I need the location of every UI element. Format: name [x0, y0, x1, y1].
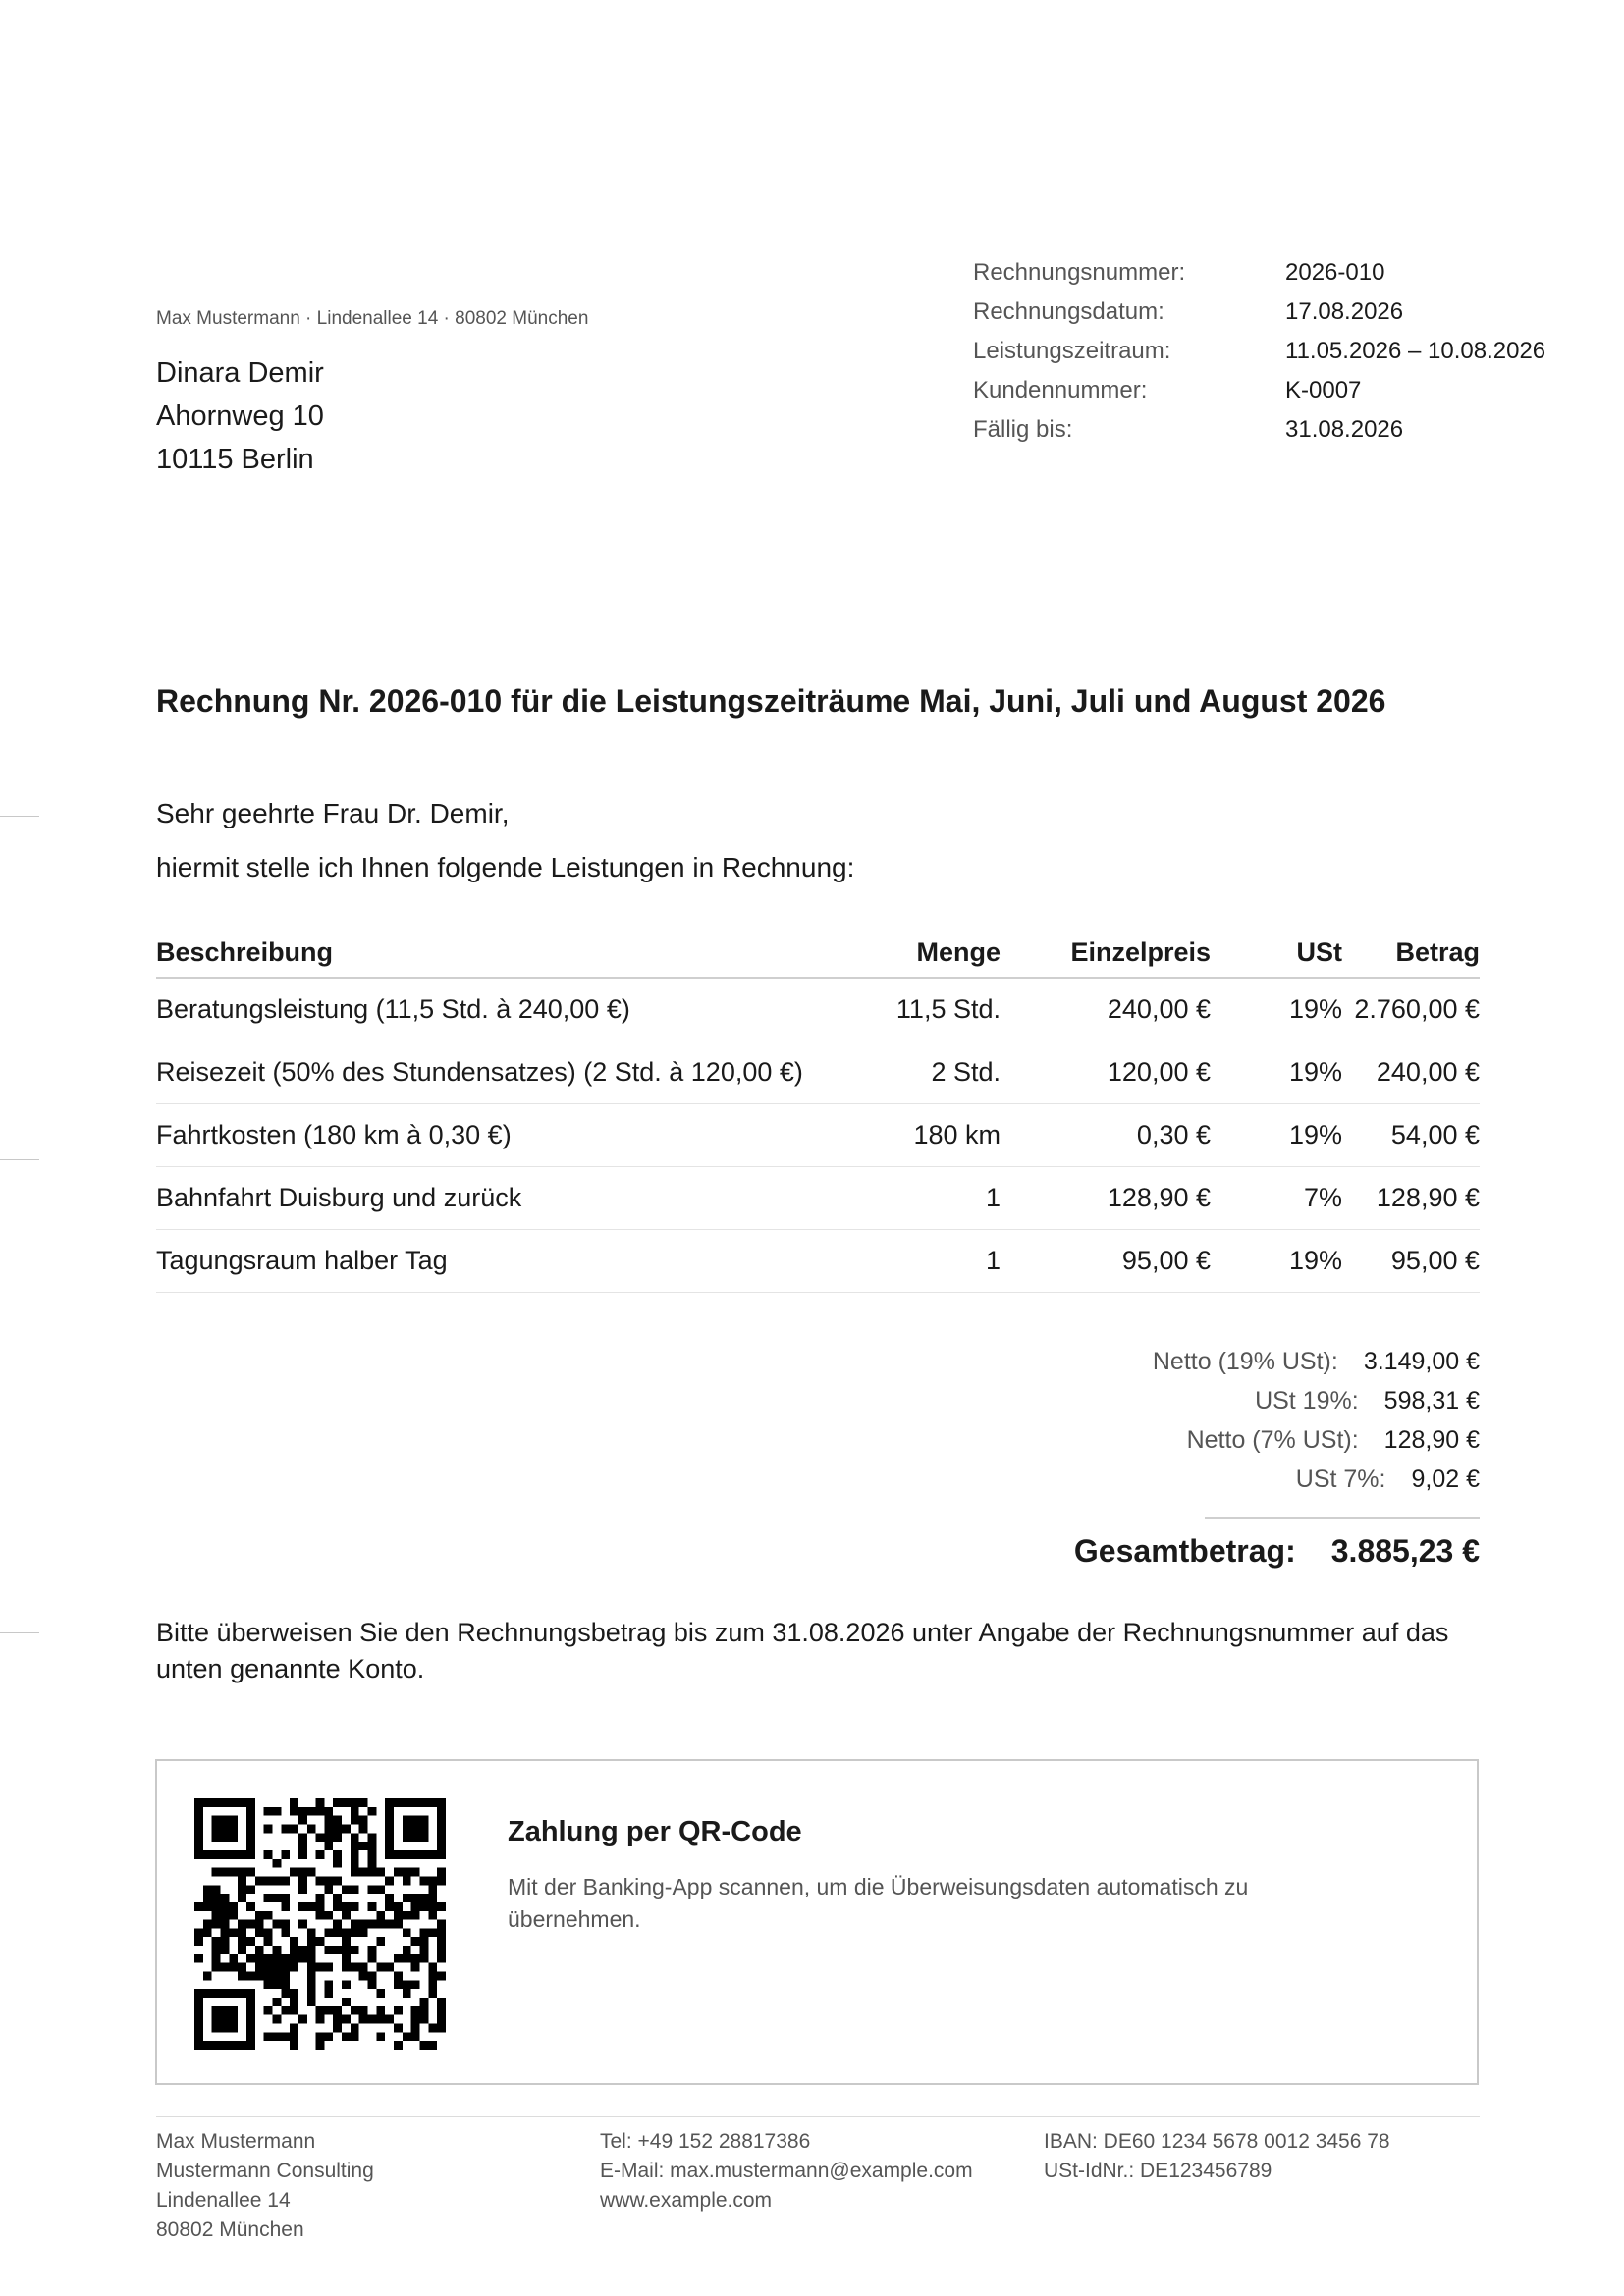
intro-text: hiermit stelle ich Ihnen folgende Leistungen in Rechnung:: [156, 852, 855, 882]
meta-row-due-date: [973, 410, 1545, 450]
meta-label: Rechnungsdatum:: [973, 298, 1164, 325]
qr-title: Zahlung per QR-Code: [508, 1816, 802, 1847]
cell-unit-price: 240,00 €: [1001, 978, 1211, 1041]
meta-value: 17.08.2026: [1285, 298, 1404, 325]
subtotal-label: USt 19%:: [1255, 1387, 1359, 1415]
table-row: [156, 1167, 1480, 1230]
payment-note: Bitte überweisen Sie den Rechnungsbetrag bis zum 31.08.2026 unter Angabe der Rechnungsnummer auf das unten genannte Konto.: [156, 1618, 1449, 1683]
cell-amount: 2.760,00 €: [1342, 978, 1480, 1041]
meta-row-invoice-number: [973, 253, 1545, 293]
qr-description: Mit der Banking-App scannen, um die Überweisungsdaten automatisch zu übernehmen.: [508, 1874, 1249, 1932]
salutation: Sehr geehrte Frau Dr. Demir,: [156, 798, 510, 828]
totals-divider: [1205, 1517, 1480, 1519]
subtotal-value: 9,02 €: [1411, 1466, 1480, 1493]
meta-row-customer-number: [973, 371, 1545, 410]
header-description: Beschreibung: [156, 928, 863, 978]
meta-value: 31.08.2026: [1285, 416, 1404, 443]
hole-punch-mark: [0, 1159, 39, 1160]
subtotal-row: [1153, 1420, 1480, 1460]
meta-value: 2026-010: [1285, 259, 1385, 286]
subtotal-label: Netto (7% USt):: [1186, 1426, 1359, 1454]
cell-amount: 240,00 €: [1342, 1041, 1480, 1104]
cell-tax: 19%: [1211, 1041, 1342, 1104]
cell-unit-price: 128,90 €: [1001, 1167, 1211, 1230]
cell-description: Tagungsraum halber Tag: [156, 1230, 863, 1293]
grand-total: [1074, 1533, 1480, 1570]
cell-unit-price: 95,00 €: [1001, 1230, 1211, 1293]
footer-email: E-Mail: max.mustermann@example.com: [600, 2160, 973, 2182]
footer-line: Lindenallee 14: [156, 2189, 291, 2212]
subtotals: [1153, 1342, 1480, 1499]
grand-total-value: 3.885,23 €: [1330, 1533, 1480, 1569]
meta-label: Fällig bis:: [973, 416, 1073, 443]
meta-label: Rechnungsnummer:: [973, 259, 1186, 286]
footer-contact: [600, 2127, 973, 2216]
footer-bank: [1044, 2127, 1390, 2186]
table-row: [156, 978, 1480, 1041]
qr-code-icon: [194, 1798, 446, 2050]
cell-quantity: 1: [863, 1167, 1001, 1230]
meta-label: Kundennummer:: [973, 377, 1148, 403]
fold-mark-top: [0, 816, 39, 817]
cell-description: Fahrtkosten (180 km à 0,30 €): [156, 1104, 863, 1167]
cell-tax: 19%: [1211, 978, 1342, 1041]
footer-website: www.example.com: [600, 2189, 773, 2212]
table-row: [156, 1230, 1480, 1293]
header-amount: Betrag: [1342, 928, 1480, 978]
cell-unit-price: 0,30 €: [1001, 1104, 1211, 1167]
cell-tax: 19%: [1211, 1230, 1342, 1293]
cell-amount: 128,90 €: [1342, 1167, 1480, 1230]
cell-tax: 19%: [1211, 1104, 1342, 1167]
cell-quantity: 180 km: [863, 1104, 1001, 1167]
footer-line: 80802 München: [156, 2218, 304, 2241]
subtotal-row: [1153, 1460, 1480, 1499]
subtotal-value: 598,31 €: [1383, 1387, 1480, 1415]
cell-amount: 54,00 €: [1342, 1104, 1480, 1167]
cell-quantity: 2 Std.: [863, 1041, 1001, 1104]
subtotal-label: Netto (19% USt):: [1152, 1348, 1338, 1375]
cell-description: Beratungsleistung (11,5 Std. à 240,00 €): [156, 978, 863, 1041]
cell-quantity: 11,5 Std.: [863, 978, 1001, 1041]
footer-vat-id: USt-IdNr.: DE123456789: [1044, 2160, 1272, 2182]
fold-mark-bottom: [0, 1632, 39, 1633]
table-header-row: [156, 928, 1480, 978]
sender-return-line: Max Mustermann · Lindenallee 14 · 80802 München: [156, 308, 589, 329]
invoice-subject: Rechnung Nr. 2026-010 für die Leistungszeiträume Mai, Juni, Juli und August 2026: [156, 683, 1386, 719]
subtotal-label: USt 7%:: [1295, 1466, 1386, 1493]
header-tax: USt: [1211, 928, 1342, 978]
line-items-table: [156, 928, 1480, 1293]
recipient-street: Ahornweg 10: [156, 400, 324, 432]
cell-tax: 7%: [1211, 1167, 1342, 1230]
subtotal-row: [1153, 1381, 1480, 1420]
header-quantity: Menge: [863, 928, 1001, 978]
recipient-address: [156, 351, 324, 481]
footer-divider: [156, 2116, 1480, 2117]
header-unit-price: Einzelpreis: [1001, 928, 1211, 978]
cell-amount: 95,00 €: [1342, 1230, 1480, 1293]
recipient-city: 10115 Berlin: [156, 444, 314, 475]
invoice-meta: [973, 253, 1545, 450]
recipient-name: Dinara Demir: [156, 357, 324, 389]
cell-quantity: 1: [863, 1230, 1001, 1293]
meta-label: Leistungszeitraum:: [973, 338, 1171, 364]
cell-description: Reisezeit (50% des Stundensatzes) (2 Std. à 120,00 €): [156, 1041, 863, 1104]
cell-description: Bahnfahrt Duisburg und zurück: [156, 1167, 863, 1230]
meta-value: 11.05.2026 – 10.08.2026: [1285, 338, 1546, 364]
qr-payment-box: [155, 1759, 1479, 2085]
footer-line: Max Mustermann: [156, 2130, 316, 2153]
table-row: [156, 1104, 1480, 1167]
subtotal-row: [1153, 1342, 1480, 1381]
subtotal-value: 128,90 €: [1383, 1426, 1480, 1454]
grand-total-label: Gesamtbetrag:: [1073, 1533, 1296, 1569]
table-row: [156, 1041, 1480, 1104]
meta-row-invoice-date: [973, 293, 1545, 332]
footer-phone: Tel: +49 152 28817386: [600, 2130, 811, 2153]
subtotal-value: 3.149,00 €: [1363, 1348, 1480, 1375]
meta-value: K-0007: [1285, 377, 1362, 403]
cell-unit-price: 120,00 €: [1001, 1041, 1211, 1104]
footer-address: [156, 2127, 374, 2245]
footer-line: Mustermann Consulting: [156, 2160, 374, 2182]
footer-iban: IBAN: DE60 1234 5678 0012 3456 78: [1044, 2130, 1390, 2153]
meta-row-service-period: [973, 332, 1545, 371]
